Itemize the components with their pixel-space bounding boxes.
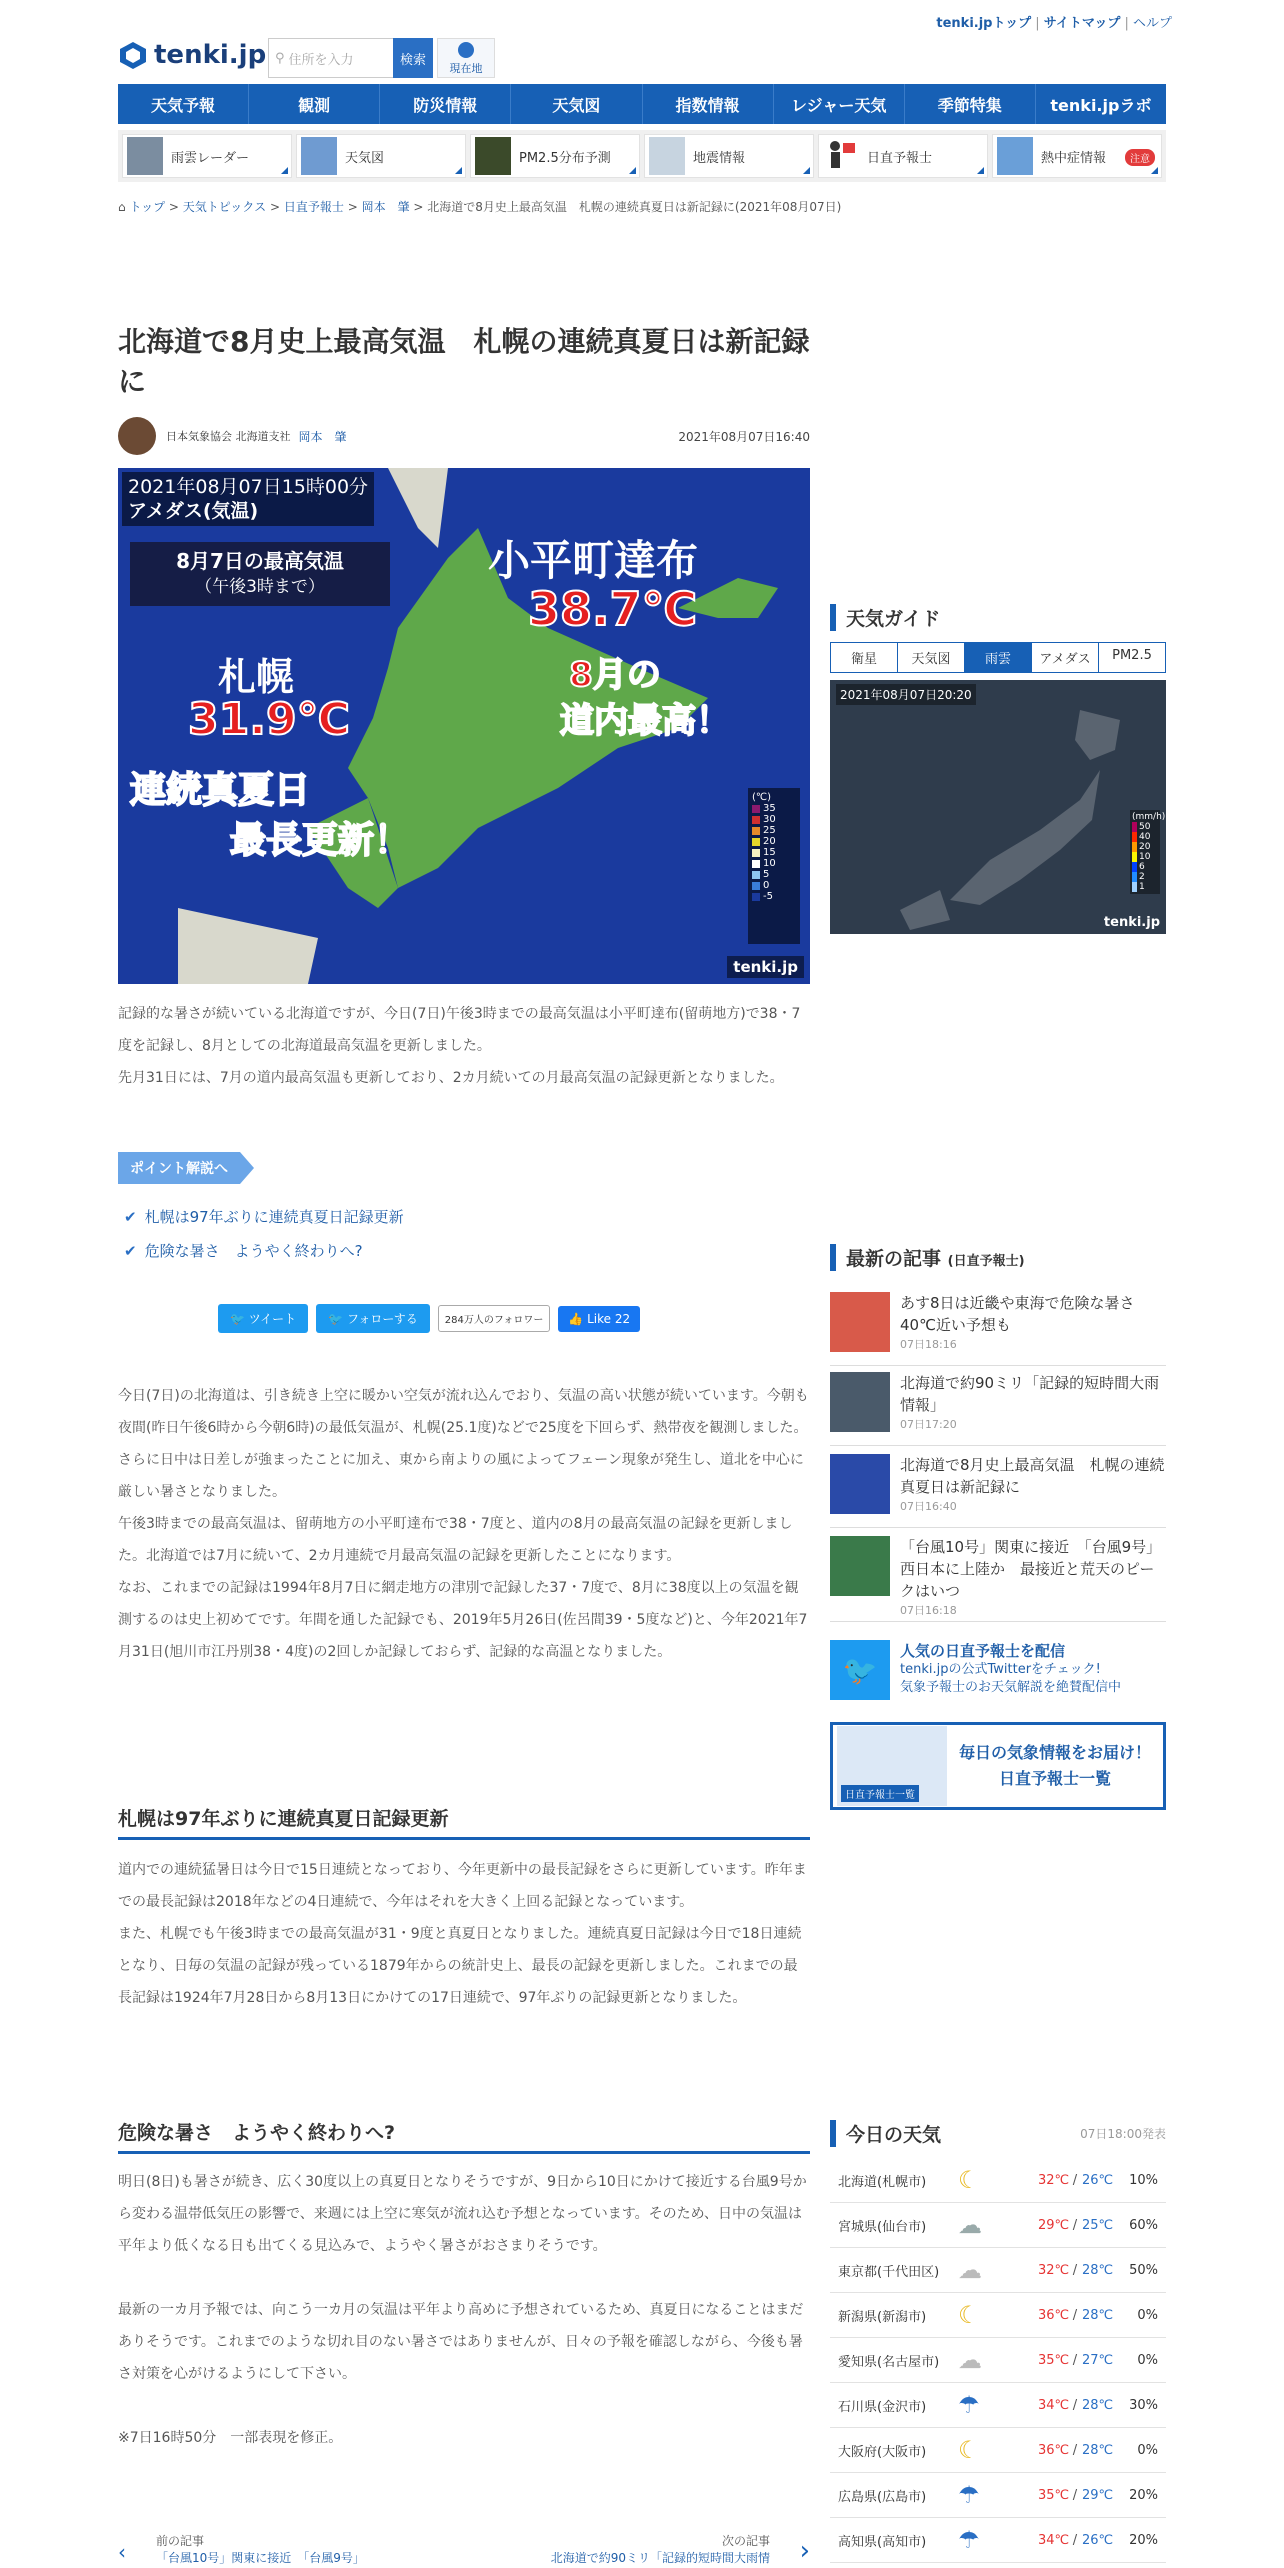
prev-label: 前の記事 <box>156 2534 205 2548</box>
subnav-label: 雨雲レーダー <box>171 150 250 166</box>
heatstroke-thumbnail <box>997 137 1033 175</box>
corner-arrow-icon <box>977 167 984 174</box>
rain-probability: 30% <box>1129 2397 1158 2413</box>
banner-tag: 日直予報士一覧 <box>841 1785 919 1802</box>
nav-item[interactable]: 観測 <box>249 84 380 124</box>
banner-line: 8月の <box>569 655 661 695</box>
radar-timestamp: 2021年08月07日20:20 <box>836 684 976 705</box>
forecasters-illustration <box>837 1726 947 1806</box>
location-button[interactable] <box>437 38 495 78</box>
low-temp: 29℃ <box>1082 2487 1114 2503</box>
news-item-title: あす8日は近畿や東海で危険な暑さ 40℃近い予想も <box>900 1294 1150 1334</box>
banner-line: 日直予報士一覧 <box>998 1769 1111 1788</box>
point-link-text: 危険な暑さ ようやく終わりへ? <box>144 1242 363 1260</box>
logo-icon <box>118 40 148 70</box>
legend-tick: 30 <box>763 814 776 825</box>
subnav-item[interactable] <box>470 134 640 178</box>
weather-row[interactable]: 高知県(高知市) ☂ 34℃ / 26℃ 20% <box>830 2518 1166 2563</box>
twitter-promo-line: tenki.jpの公式Twitterをチェック! <box>900 1662 1101 1677</box>
radar-legend-tick: 2 <box>1132 872 1158 882</box>
forecaster-icon <box>823 137 859 175</box>
low-temp: 26℃ <box>1082 2172 1114 2188</box>
high-temp: 32℃ <box>1038 2262 1070 2278</box>
banner-line: 連続真夏日 <box>130 770 311 811</box>
rain-probability: 20% <box>1129 2532 1158 2548</box>
high-temp: 29℃ <box>1038 2217 1070 2233</box>
weather-map-thumbnail <box>301 137 337 175</box>
top-links: tenki.jpトップ | サイトマップ | ヘルプ <box>936 16 1172 31</box>
radar-thumbnail <box>127 137 163 175</box>
legend-tick: 35 <box>763 803 776 814</box>
nav-item[interactable]: 天気図 <box>511 84 642 124</box>
lead-paragraph: 記録的な暑さが続いている北海道ですが、今日(7日)午後3時までの最高気温は小平町達布(留萌地方)で38・7度を記録し、8月としての北海道最高気温を更新しました。 <box>118 1006 801 1054</box>
subnav-item[interactable] <box>992 134 1162 178</box>
low-temp: 27℃ <box>1082 2352 1114 2368</box>
news-item-title: 北海道で8月史上最高気温 札幌の連続真夏日は新記録に <box>900 1456 1165 1496</box>
news-item-date: 07日16:40 <box>900 1500 957 1513</box>
radar-legend-tick: 10 <box>1132 852 1158 862</box>
cloud-icon: ☁ <box>958 2346 982 2374</box>
thumbs-up-icon: 👍 <box>568 1311 588 1326</box>
subnav-label: 天気図 <box>345 150 385 166</box>
location-icon <box>458 42 474 58</box>
high-temp: 32℃ <box>1038 2172 1070 2188</box>
news-item-title: 北海道で約90ミリ「記録的短時間大雨情報」 <box>900 1374 1160 1414</box>
city-name: 新潟県(新潟市) <box>838 2309 927 2325</box>
corner-arrow-icon <box>629 167 636 174</box>
warning-badge: 注意 <box>1125 149 1155 166</box>
nav-item[interactable]: レジャー天気 <box>774 84 905 124</box>
high-temp: 34℃ <box>1038 2532 1070 2548</box>
tab-pm25[interactable]: PM2.5 <box>1112 648 1152 663</box>
point-label: ポイント解説へ <box>118 1152 240 1184</box>
subnav-label: 日直予報士 <box>867 150 933 166</box>
search-input[interactable] <box>268 38 394 78</box>
avatar <box>118 417 156 455</box>
news-item[interactable] <box>830 1448 1166 1528</box>
rain-probability: 0% <box>1137 2442 1158 2458</box>
city-name: 北海道(札幌市) <box>838 2174 927 2190</box>
follow-label: フォローする <box>346 1312 418 1326</box>
earthquake-thumbnail <box>649 137 685 175</box>
cloud-rain-icon: ☁ <box>958 2211 982 2239</box>
subnav-item[interactable] <box>122 134 292 178</box>
weather-row[interactable]: 広島県(広島市) ☂ 35℃ / 29℃ 20% <box>830 2473 1166 2518</box>
subnav-item[interactable] <box>818 134 988 178</box>
article-title: 北海道で8月史上最高気温 札幌の連続真夏日は新記録に <box>118 325 810 398</box>
news-title-text: 最新の記事 <box>846 1248 942 1270</box>
lead-text <box>118 998 810 1094</box>
sub-nav <box>118 130 1166 182</box>
legend-row <box>752 847 796 858</box>
tab-rain-cloud[interactable]: 雨雲 <box>965 643 1032 672</box>
city-name: 宮城県(仙台市) <box>838 2219 927 2235</box>
low-temp: 25℃ <box>1082 2217 1114 2233</box>
weather-row[interactable]: 北海道(札幌市) ☾ 32℃ / 26℃ 10% <box>830 2158 1166 2203</box>
guide-tabs <box>830 642 1166 673</box>
news-item-title: 「台風10号」関東に接近 「台風9号」西日本に上陸か 最接近と荒天のピークはいつ <box>900 1538 1162 1600</box>
legend-tick: 10 <box>763 858 776 869</box>
corner-arrow-icon <box>281 167 288 174</box>
nav-item[interactable]: 指数情報 <box>643 84 774 124</box>
rain-probability: 0% <box>1137 2307 1158 2323</box>
radar-legend <box>1130 810 1166 894</box>
legend-tick: 15 <box>763 847 776 858</box>
follower-count: 284万人のフォロワー <box>438 1305 551 1332</box>
map-place-2: 札幌 <box>218 655 295 699</box>
check-icon: ✔ <box>124 1208 137 1226</box>
city-name: 愛知県(名古屋市) <box>838 2354 940 2370</box>
city-name: 広島県(広島市) <box>838 2489 927 2505</box>
news-item-date: 07日18:16 <box>900 1338 957 1351</box>
legend-tick: -5 <box>763 891 773 902</box>
twitter-promo-title: 人気の日直予報士を配信 <box>900 1642 1066 1660</box>
check-icon: ✔ <box>124 1242 137 1260</box>
radar-legend-unit: (mm/h) <box>1132 812 1166 822</box>
forecaster-list-banner[interactable] <box>830 1722 1166 1810</box>
radar-legend-tick: 6 <box>1132 862 1158 872</box>
today-published: 07日18:00発表 <box>1080 2127 1166 2141</box>
subnav-label: PM2.5分布予測 <box>519 150 611 166</box>
rain-probability: 60% <box>1129 2217 1158 2233</box>
today-weather-header <box>830 2120 1166 2147</box>
like-label: Like 22 <box>587 1311 631 1326</box>
moon-icon: ☾ <box>958 2166 980 2194</box>
rain-probability: 10% <box>1129 2172 1158 2188</box>
breadcrumb-link[interactable]: 日直予報士 <box>283 200 344 214</box>
corner-arrow-icon <box>455 167 462 174</box>
home-icon: ⌂ <box>118 200 126 214</box>
legend-row <box>752 814 796 825</box>
link-help[interactable]: ヘルプ <box>1132 16 1172 31</box>
map-banner-1 <box>500 652 730 744</box>
rain-radar-map[interactable] <box>830 680 1166 934</box>
radar-legend-tick: 50 <box>1132 822 1158 832</box>
banner-line: 最長更新！ <box>230 820 411 861</box>
subnav-item[interactable] <box>296 134 466 178</box>
low-temp: 28℃ <box>1082 2442 1114 2458</box>
twitter-promo[interactable] <box>830 1640 1166 1706</box>
author-org: 日本気象協会 北海道支社 <box>166 430 291 443</box>
today-title: 今日の天気 <box>846 2124 942 2146</box>
news-thumbnail <box>830 1372 890 1432</box>
news-item-date: 07日16:18 <box>900 1604 957 1617</box>
search-placeholder: 住所を入力 <box>288 52 354 68</box>
author-name[interactable]: 岡本 肇 <box>298 429 347 444</box>
next-title: 北海道で約90ミリ「記録的短時間大雨情 <box>550 2551 770 2565</box>
map-timestamp: 2021年08月07日15時00分 <box>128 476 369 498</box>
social-buttons <box>218 1304 640 1333</box>
news-thumbnail <box>830 1536 890 1596</box>
next-article[interactable] <box>551 2532 770 2566</box>
high-temp: 36℃ <box>1038 2442 1070 2458</box>
weather-row[interactable]: 石川県(金沢市) ☂ 34℃ / 28℃ 30% <box>830 2383 1166 2428</box>
news-item[interactable] <box>830 1530 1166 1622</box>
tab-amedas[interactable]: アメダス <box>1032 643 1099 672</box>
map-brand: tenki.jp <box>727 956 804 978</box>
breadcrumb: ⌂ トップ > 天気トピックス > 日直予報士 > 岡本 肇 > 北海道で8月史上最高気温 札幌の連続真夏日は新記録に(2021年08月07日) <box>118 200 842 214</box>
temperature-map-image <box>118 468 810 984</box>
map-legend <box>748 788 800 944</box>
location-label: 現在地 <box>449 62 483 75</box>
news-item[interactable] <box>830 1286 1166 1366</box>
cloud-icon: ☁ <box>958 2256 982 2284</box>
news-subtitle: (日直予報士) <box>947 1254 1025 1269</box>
prev-arrow-icon[interactable]: ‹ <box>118 2540 126 2564</box>
author-row <box>118 416 810 456</box>
legend-tick: 25 <box>763 825 776 836</box>
article-body-2: 道内での連続猛暑日は今日で15日連続となっており、今年更新中の最長記録をさらに更新しています。昨年までの最長記録は2018年などの4日連続で、今年はそれを大きく上回る記録となっています。 また、札幌でも午後3時までの最高気温が31・9度と真夏日となりました。連続真夏日記録は今日で18日連続となり、日毎の気温の記録が残っている1879年からの統計史上、最長の記録を更新しました。これまでの最長記録は1924年7月28日から8月13日にかけての17日連続で、97年ぶりの記録更新となりました。 <box>118 1862 807 2006</box>
breadcrumb-link[interactable]: 天気トピックス <box>182 200 267 214</box>
article-date: 2021年08月07日16:40 <box>678 429 810 444</box>
news-item[interactable] <box>830 1366 1166 1446</box>
section-heading: 札幌は97年ぶりに連続真夏日記録更新 <box>118 1804 810 1840</box>
subnav-item[interactable] <box>644 134 814 178</box>
section-heading: 危険な暑さ ようやく終わりへ? <box>118 2118 810 2154</box>
legend-unit: (℃) <box>752 792 772 803</box>
next-arrow-icon[interactable]: › <box>799 2536 810 2566</box>
legend-row <box>752 803 796 814</box>
breadcrumb-current: 北海道で8月史上最高気温 札幌の連続真夏日は新記録に(2021年08月07日) <box>427 200 842 214</box>
lead-paragraph: 先月31日には、7月の道内最高気温も更新しており、2カ月続いての月最高気温の記録更新となりました。 <box>118 1070 784 1086</box>
high-temp: 34℃ <box>1038 2397 1070 2413</box>
moon-cloud-icon: ☾ <box>958 2436 980 2464</box>
radar-legend-tick: 20 <box>1132 842 1158 852</box>
map-box-line: 8月7日の最高気温 <box>176 549 344 573</box>
point-link[interactable] <box>124 1206 404 1227</box>
twitter-icon: 🐦 <box>328 1312 347 1326</box>
map-box-line: （午後3時まで） <box>195 577 325 597</box>
subnav-label: 地震情報 <box>693 150 746 166</box>
weather-row[interactable]: 東京都(千代田区) ☁ 32℃ / 28℃ 50% <box>830 2248 1166 2293</box>
low-temp: 28℃ <box>1082 2262 1114 2278</box>
nav-item[interactable]: tenki.jpラボ <box>1050 95 1152 115</box>
point-link[interactable] <box>124 1240 363 1261</box>
moon-cloud-icon: ☾ <box>958 2301 980 2329</box>
tab-satellite[interactable]: 衛星 <box>831 643 898 672</box>
follow-button[interactable] <box>316 1304 430 1333</box>
weather-row[interactable]: 宮城県(仙台市) ☁ 29℃ / 25℃ 60% <box>830 2203 1166 2248</box>
news-title <box>830 1244 1166 1271</box>
legend-row <box>752 869 796 880</box>
pm25-thumbnail <box>475 137 511 175</box>
legend-row <box>752 880 796 891</box>
corner-arrow-icon <box>803 167 810 174</box>
umbrella-icon: ☂ <box>958 2391 980 2419</box>
subnav-label: 熱中症情報 <box>1041 150 1107 166</box>
pin-icon: ⚲ <box>275 50 285 66</box>
tweet-button[interactable] <box>218 1304 308 1333</box>
news-item-date: 07日17:20 <box>900 1418 957 1431</box>
tweet-label: ツイート <box>248 1312 297 1326</box>
guide-title: 天気ガイド <box>830 604 1166 631</box>
search-button[interactable]: 検索 <box>393 38 433 78</box>
weather-row[interactable]: 新潟県(新潟市) ☾ 36℃ / 28℃ 0% <box>830 2293 1166 2338</box>
city-name: 大阪府(大阪市) <box>838 2444 927 2460</box>
twitter-bird-icon: 🐦 <box>830 1640 890 1700</box>
twitter-promo-line: 気象予報士のお天気解説を絶賛配信中 <box>900 1680 1122 1695</box>
nav-item[interactable]: 季節特集 <box>905 84 1036 124</box>
low-temp: 28℃ <box>1082 2397 1114 2413</box>
radar-legend-tick: 1 <box>1132 882 1158 892</box>
legend-row <box>752 825 796 836</box>
tab-weather-map[interactable]: 天気図 <box>898 643 965 672</box>
city-name: 石川県(金沢市) <box>838 2399 927 2415</box>
map-stamp <box>122 472 374 526</box>
breadcrumb-link[interactable]: トップ <box>129 200 166 214</box>
map-banner-2 <box>130 766 410 866</box>
link-top[interactable]: tenki.jpトップ <box>936 16 1032 31</box>
map-title-box <box>130 542 390 606</box>
like-button[interactable] <box>558 1306 640 1332</box>
point-link-text: 札幌は97年ぶりに連続真夏日記録更新 <box>144 1208 404 1226</box>
banner-line: 道内最高！ <box>560 701 730 741</box>
radar-brand: tenki.jp <box>1103 915 1160 930</box>
rain-probability: 0% <box>1137 2352 1158 2368</box>
banner-line: 毎日の気象情報をお届け！ <box>958 1743 1151 1762</box>
news-thumbnail <box>830 1292 890 1352</box>
article-body-1: 今日(7日)の北海道は、引き続き上空に暖かい空気が流れ込んでおり、気温の高い状態が続いています。今朝も夜間(昨日午後6時から今朝6時)の最低気温が、札幌(25.1度)などで25度を下回らず、熱帯夜を観測しました。 さらに日中は日差しが強まったことに加え、東から南よりの風によってフェーン現象が発生し、道北を中心に厳しい暑さとなりました。 午後3時までの最高気温は、留萌地方の小平町達布で38・7度と、道内の8月の最高気温の記録を更新しました。北海道では7月に続いて、2カ月連続で月最高気温の記録を更新したことになります。 なお、これまでの記録は1994年8月7日に網走地方の津別で記録した37・7度で、8月に38度以上の気温を観測するのは史上初めてです。年間を通した記録でも、2019年5月26日(佐呂間39・5度など)と、今年2021年7月31日(旭川市江丹別38・4度)の2回しか記録しておらず、記録的な高温となりました。 <box>118 1388 809 1660</box>
city-name: 東京都(千代田区) <box>838 2264 940 2280</box>
map-source: アメダス(気温) <box>128 500 259 522</box>
umbrella-icon: ☂ <box>958 2526 980 2554</box>
news-thumbnail <box>830 1454 890 1514</box>
legend-tick: 20 <box>763 836 776 847</box>
prev-title: 「台風10号」関東に接近 「台風9号」 <box>156 2551 365 2565</box>
weather-row[interactable]: 愛知県(名古屋市) ☁ 35℃ / 27℃ 0% <box>830 2338 1166 2383</box>
logo-text: tenki.jp <box>154 40 267 70</box>
high-temp: 35℃ <box>1038 2352 1070 2368</box>
prev-article[interactable] <box>156 2532 365 2566</box>
low-temp: 26℃ <box>1082 2532 1114 2548</box>
nav-item[interactable]: 防災情報 <box>380 84 511 124</box>
twitter-icon: 🐦 <box>230 1312 249 1326</box>
low-temp: 28℃ <box>1082 2307 1114 2323</box>
umbrella-icon: ☂ <box>958 2481 980 2509</box>
corner-arrow-icon <box>1151 167 1158 174</box>
map-temp-1: 38.7℃ <box>528 582 698 636</box>
article-body-3: 明日(8日)も暑さが続き、広く30度以上の真夏日となりそうですが、9日から10日にかけて接近する台風9号から変わる温帯低気圧の影響で、来週には上空に寒気が流れ込む予想となっています。そのため、日中の気温は平年より低くなる日も出てくる見込みで、ようやく暑さがおさまりそうです。 最新の一カ月予報では、向こう一カ月の気温は平年より高めに予想されているため、真夏日になることはまだありそうです。これまでのような切れ目のない暑さではありませんが、日々の予報を確認しながら、今後も暑さ対策を心がけるようにして下さい。 ※7日16時50分 一部表現を修正。 <box>118 2174 807 2446</box>
nav-item[interactable]: 天気予報 <box>118 84 249 124</box>
map-place-1: 小平町達布 <box>488 536 699 585</box>
map-temp-2: 31.9℃ <box>188 694 350 745</box>
legend-tick: 0 <box>763 880 770 891</box>
logo[interactable] <box>118 40 266 70</box>
weather-row[interactable]: 大阪府(大阪市) ☾ 36℃ / 28℃ 0% <box>830 2428 1166 2473</box>
next-label: 次の記事 <box>721 2534 770 2548</box>
legend-tick: 5 <box>763 869 770 880</box>
legend-row <box>752 858 796 869</box>
radar-legend-tick: 40 <box>1132 832 1158 842</box>
high-temp: 35℃ <box>1038 2487 1070 2503</box>
rain-probability: 50% <box>1129 2262 1158 2278</box>
main-nav <box>118 84 1166 124</box>
radar-map-graphic <box>830 680 1166 934</box>
link-sitemap[interactable]: サイトマップ <box>1043 16 1121 31</box>
rain-probability: 20% <box>1129 2487 1158 2503</box>
breadcrumb-link[interactable]: 岡本 肇 <box>361 200 410 214</box>
high-temp: 36℃ <box>1038 2307 1070 2323</box>
legend-row <box>752 836 796 847</box>
city-name: 高知県(高知市) <box>838 2534 927 2550</box>
legend-row <box>752 891 796 902</box>
